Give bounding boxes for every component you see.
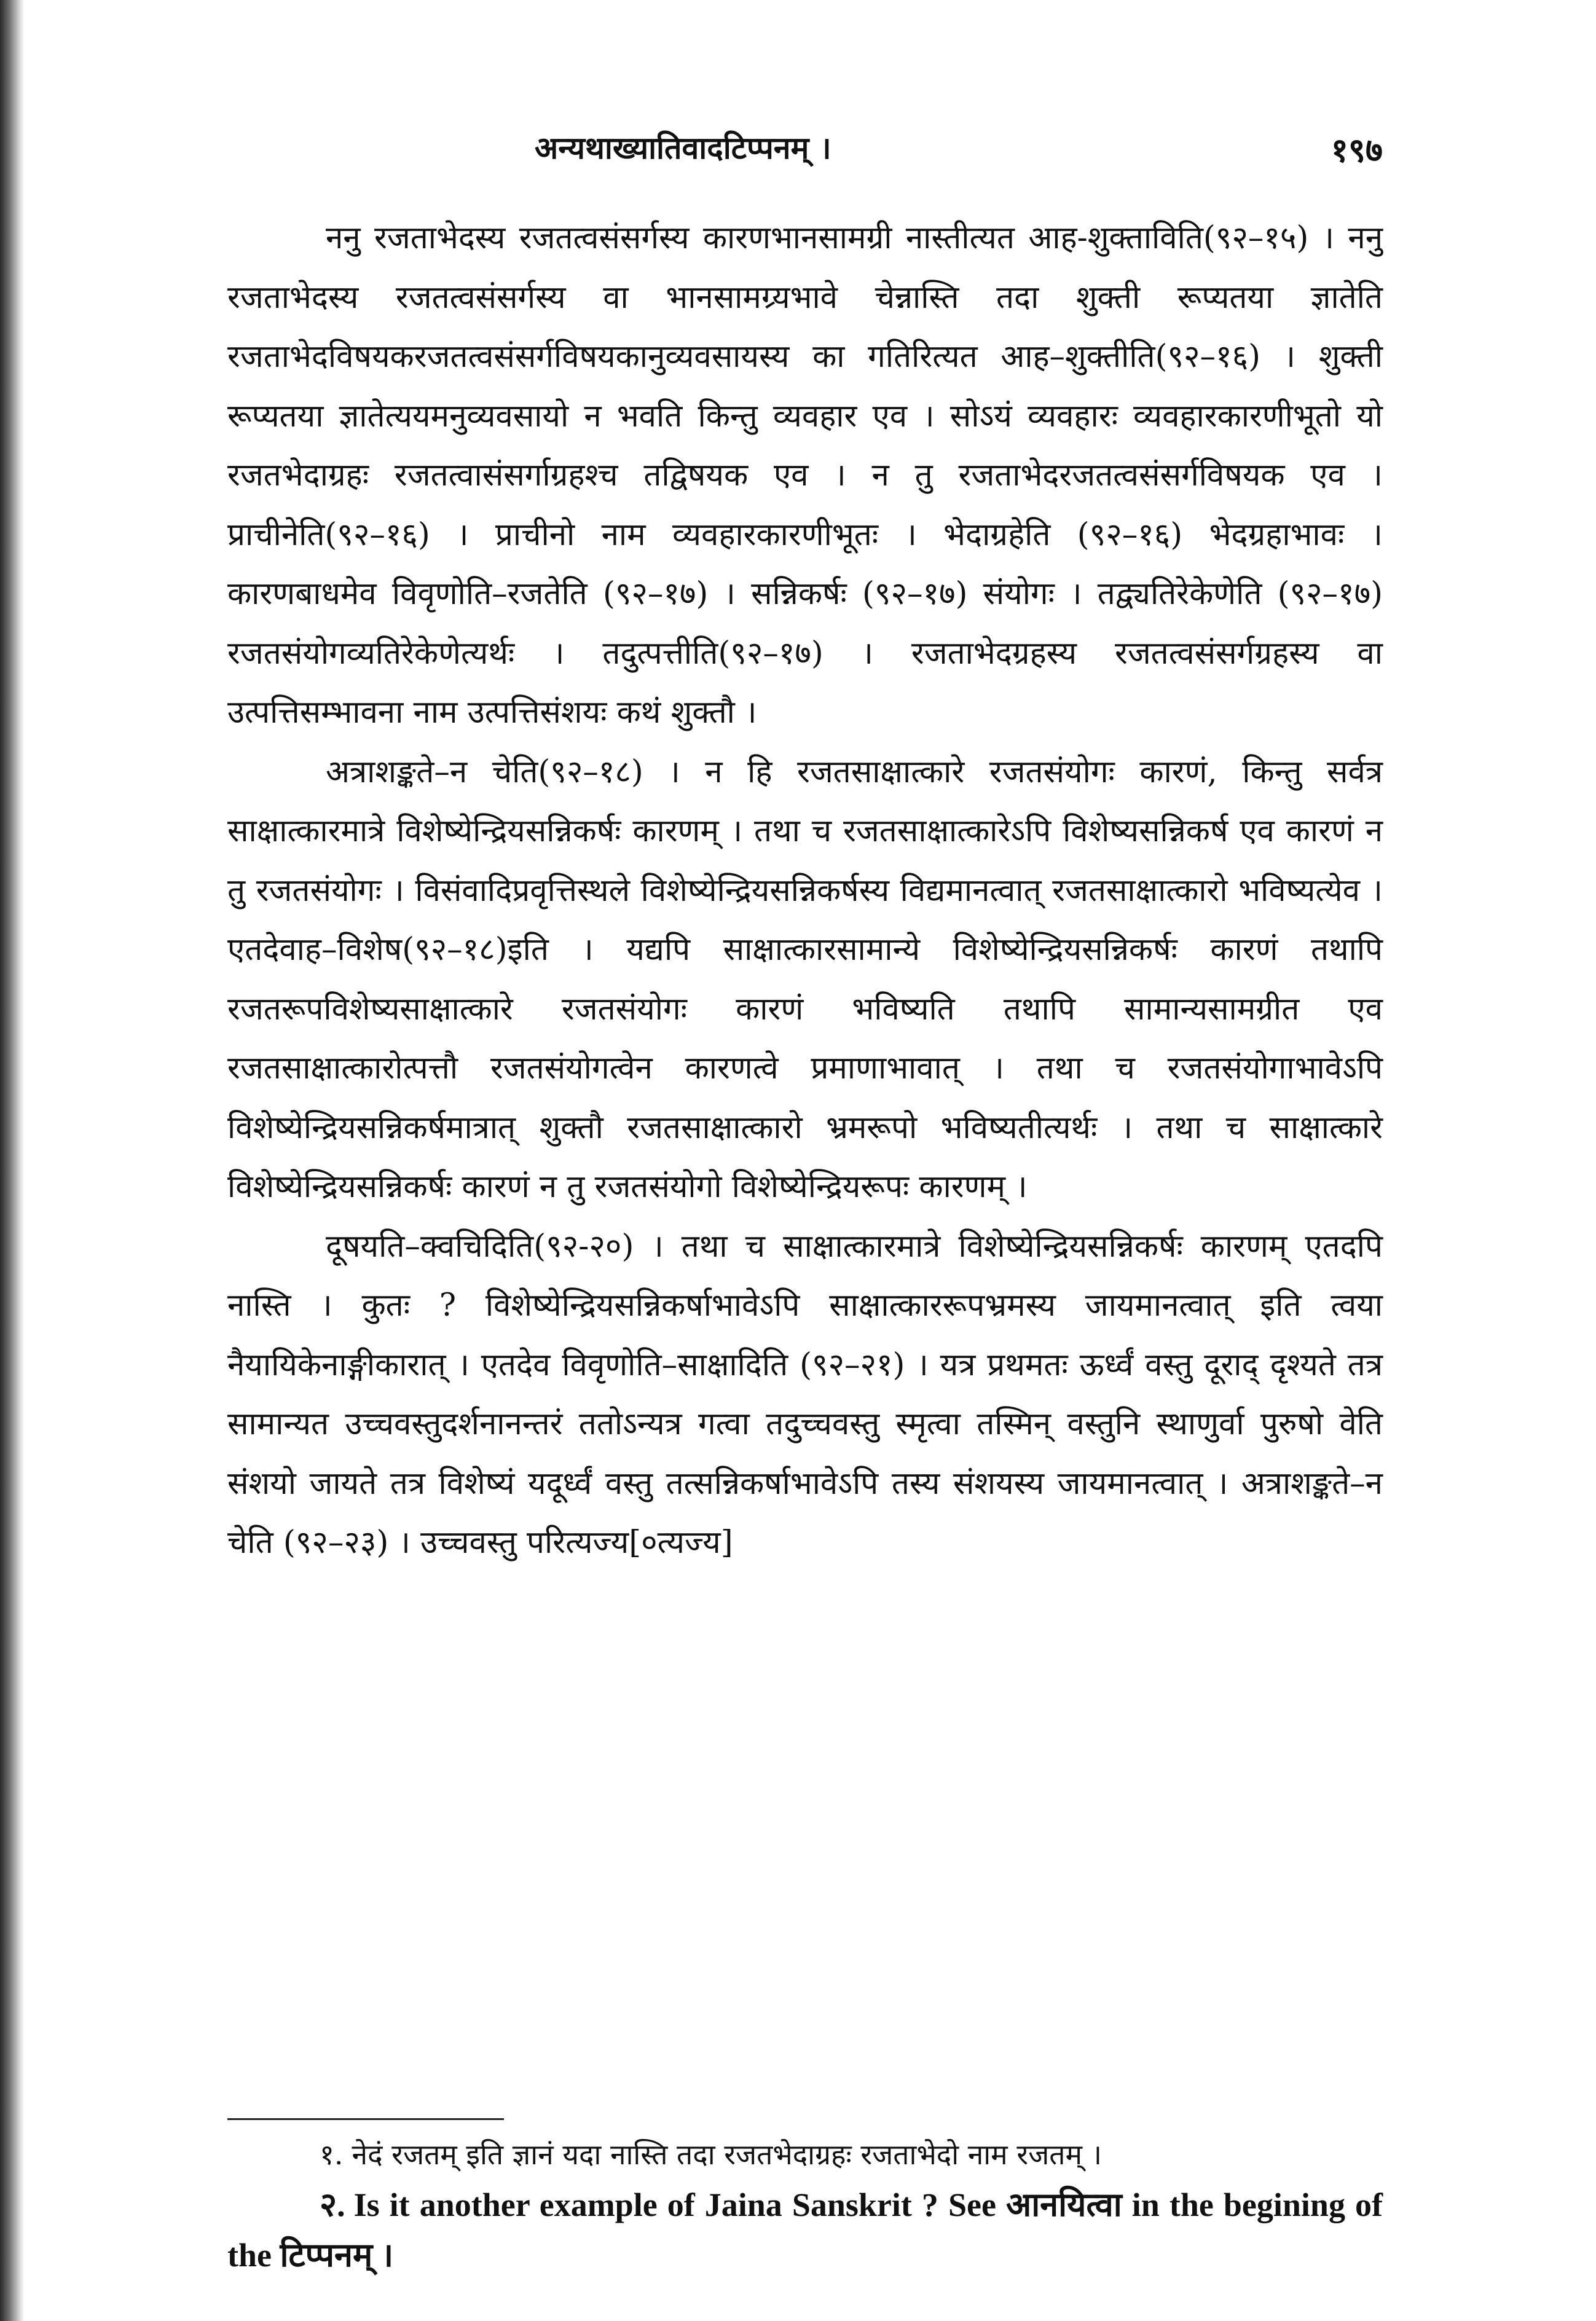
main-text xyxy=(227,209,1383,1573)
running-header xyxy=(227,126,1383,175)
footnote-divider xyxy=(227,2118,504,2120)
footnote-2-number: २. xyxy=(320,2186,345,2223)
book-spine-shadow xyxy=(0,0,25,2321)
paragraph-1: ननु रजताभेदस्य रजतत्वसंसर्गस्य कारणभानसामग्री नास्तीत्यत आह-शुक्ताविति(९२–१५) । ननु रजताभेदस्य रजतत्वसंसर्गस्य वा भानसामग्र्यभावे चेन्नास्ति तदा शुक्ती रूप्यतया ज्ञातेति रजताभेदविषयकरजतत्वसंसर्गविषयकानुव्यवसायस्य का गतिरित्यत आह–शुक्तीति(९२–१६) । शुक्ती रूप्यतया ज्ञातेत्ययमनुव्यवसायो न भवति किन्तु व्यवहार एव । सोऽयं व्यवहारः व्यवहारकारणीभूतो यो रजतभेदाग्रहः रजतत्वासंसर्गाग्रहश्च तद्विषयक एव । न तु रजताभेदरजतत्वसंसर्गविषयक एव । प्राचीनेति(९२–१६) । प्राचीनो नाम व्यवहारकारणीभूतः । भेदाग्रहेति (९२–१६) भेदग्रहाभावः । कारणबाधमेव विवृणोति–रजतेति (९२–१७) । सन्निकर्षः (९२–१७) संयोगः । तद्व्यतिरेकेणेति (९२–१७) रजतसंयोगव्यतिरेकेणेत्यर्थः । तदुत्पत्तीति(९२–१७) । रजताभेदग्रहस्य रजतत्वसंसर्गग्रहस्य वा उत्पत्तिसम्भावना नाम उत्पत्तिसंशयः कथं शुक्तौ । xyxy=(227,220,1383,731)
footnote-2-text: Is it another example of Jaina Sanskrit ? See आनयित्वा in the begining of the टिप्पनम् । xyxy=(227,2186,1383,2274)
footnote-1-number: १. xyxy=(320,2138,344,2171)
running-title: अन्यथाख्यातिवादटिप्पनम् । xyxy=(535,130,831,166)
footnotes xyxy=(227,2129,1383,2280)
page-number: १९७ xyxy=(1331,130,1383,170)
footnote-1-text: नेदं रजतम् इति ज्ञानं यदा नास्ति तदा रजतभेदाग्रहः रजताभेदो नाम रजतम् । xyxy=(352,2138,1103,2171)
footnote-1 xyxy=(227,2129,1383,2180)
paragraph-2: अत्राशङ्कते–न चेति(९२–१८) । न हि रजतसाक्षात्कारे रजतसंयोगः कारणं, किन्तु सर्वत्र साक्षात्कारमात्रे विशेष्येन्द्रियसन्निकर्षः कारणम् । तथा च रजतसाक्षात्कारेऽपि विशेष्यसन्निकर्ष एव कारणं न तु रजतसंयोगः । विसंवादिप्रवृत्तिस्थले विशेष्येन्द्रियसन्निकर्षस्य विद्यमानत्वात् रजतसाक्षात्कारो भविष्यत्येव । एतदेवाह–विशेष(९२–१८)इति । यद्यपि साक्षात्कारसामान्ये विशेष्येन्द्रियसन्निकर्षः कारणं तथापि रजतरूपविशेष्यसाक्षात्कारे रजतसंयोगः कारणं भविष्यति तथापि सामान्यसामग्रीत एव रजतसाक्षात्कारोत्पत्तौ रजतसंयोगत्वेन कारणत्वे प्रमाणाभावात् । तथा च रजतसंयोगाभावेऽपि विशेष्येन्द्रियसन्निकर्षमात्रात् शुक्तौ रजतसाक्षात्कारो भ्रमरूपो भविष्यतीत्यर्थः । तथा च साक्षात्कारे विशेष्येन्द्रियसन्निकर्षः कारणं न तु रजतसंयोगो विशेष्येन्द्रियरूपः कारणम् । xyxy=(227,753,1383,1205)
footnote-2 xyxy=(227,2180,1383,2280)
paragraph-3: दूषयति–क्वचिदिति(९२-२०) । तथा च साक्षात्कारमात्रे विशेष्येन्द्रियसन्निकर्षः कारणम् एतदपि नास्ति । कुतः ? विशेष्येन्द्रियसन्निकर्षाभावेऽपि साक्षात्काररूपभ्रमस्य जायमानत्वात् इति त्वया नैयायिकेनाङ्गीकारात् । एतदेव विवृणोति–साक्षादिति (९२–२१) । यत्र प्रथमतः ऊर्ध्वं वस्तु दूराद् दृश्यते तत्र सामान्यत उच्चवस्तुदर्शनानन्तरं ततोऽन्यत्र गत्वा तदुच्चवस्तु स्मृत्वा तस्मिन् वस्तुनि स्थाणुर्वा पुरुषो वेति संशयो जायते तत्र विशेष्यं यदूर्ध्वं वस्तु तत्सन्निकर्षाभावेऽपि तस्य संशयस्य जायमानत्वात् । अत्राशङ्कते–न चेति (९२–२३) । उच्चवस्तु परित्यज्य[०त्यज्य] xyxy=(227,1228,1383,1561)
